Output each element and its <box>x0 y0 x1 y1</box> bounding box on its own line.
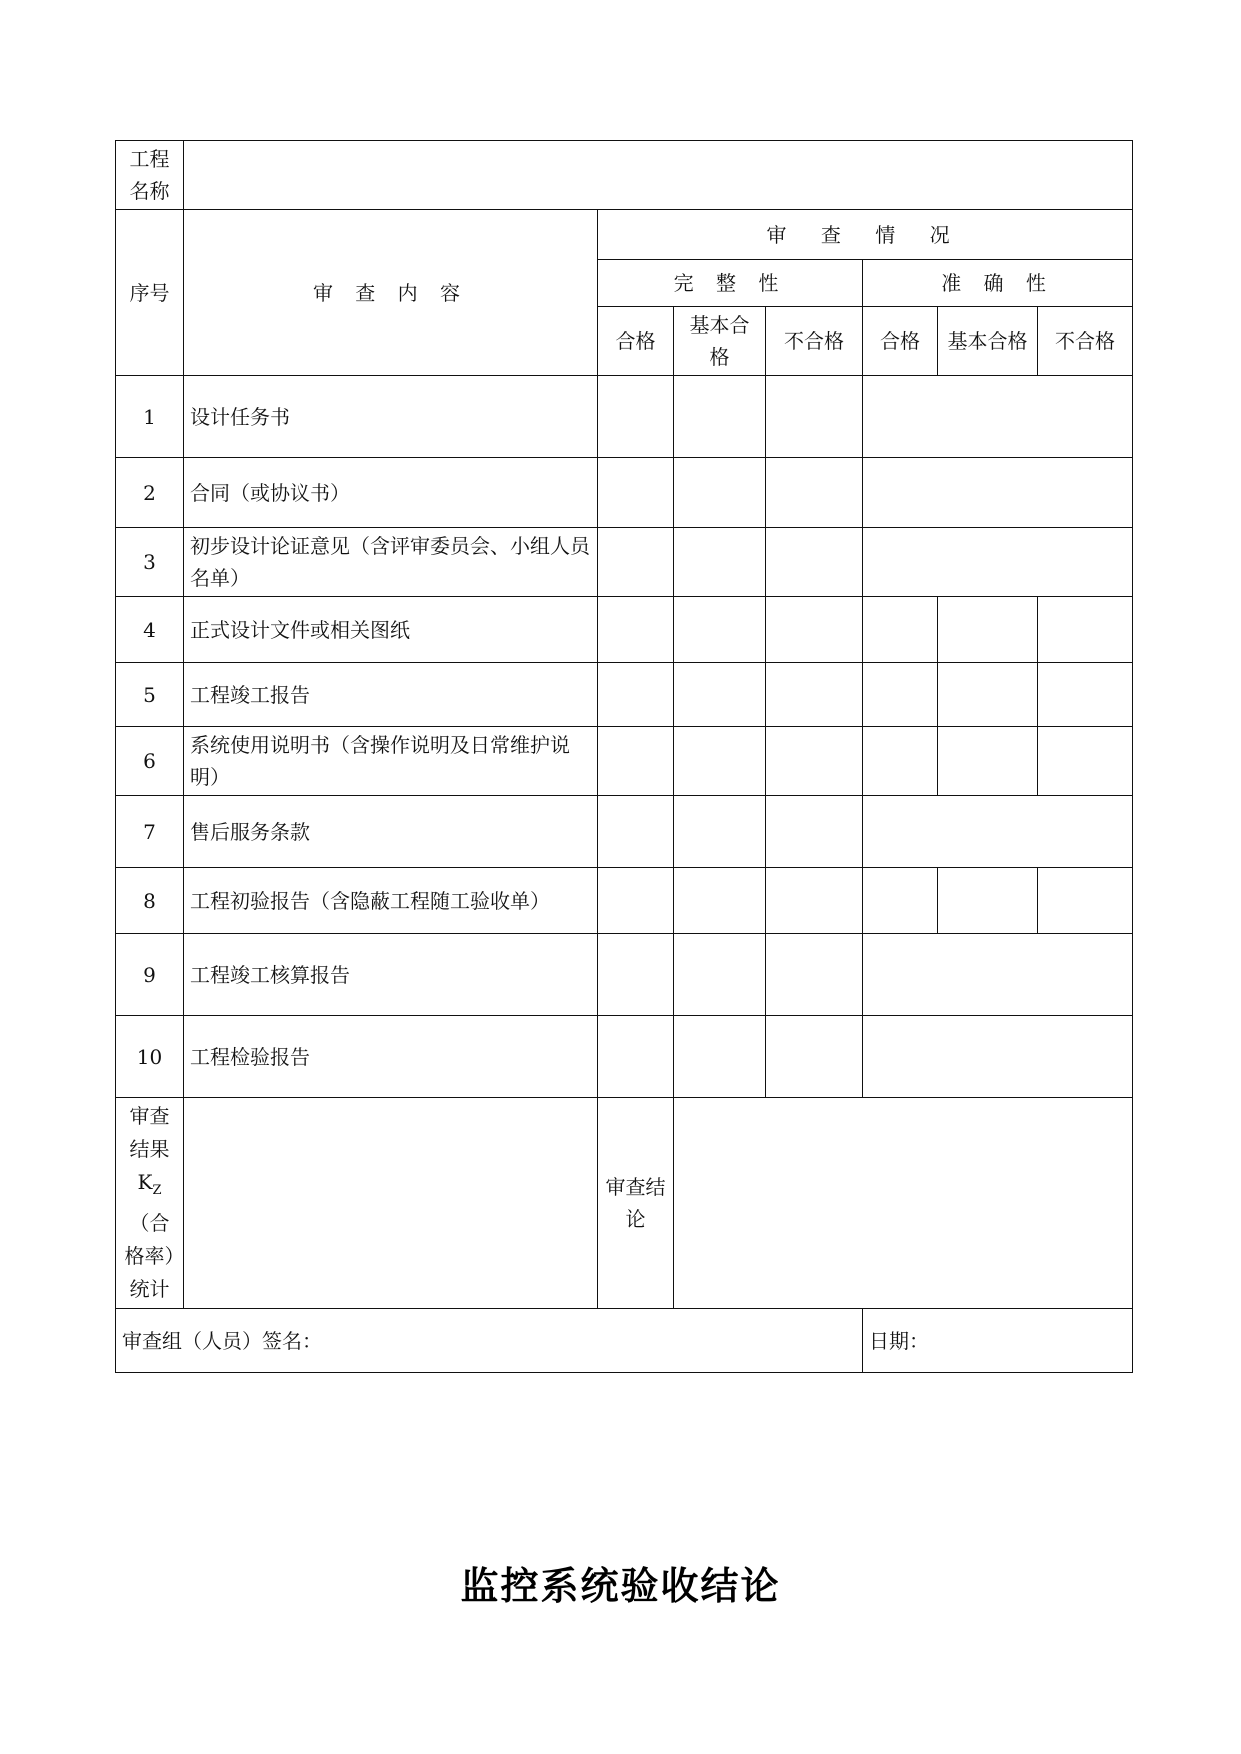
project-name-label-text: 工程名称 <box>129 147 170 203</box>
row-content <box>184 663 598 727</box>
accuracy-pass-cell[interactable] <box>863 868 938 934</box>
row-number <box>116 727 184 796</box>
row-number-text: 10 <box>136 1044 163 1069</box>
result-label-bottom: （合格率）统计 <box>124 1211 175 1301</box>
completeness-pass-cell[interactable] <box>598 528 674 597</box>
signature-row <box>116 1309 1133 1373</box>
row-content <box>184 727 598 796</box>
conclusion-label <box>598 1098 674 1309</box>
table-row <box>116 727 1133 796</box>
accuracy-merged-cell[interactable] <box>863 376 1133 458</box>
accuracy-fail-text: 不合格 <box>1055 329 1116 353</box>
row-number <box>116 597 184 663</box>
row-number-text: 9 <box>143 962 156 987</box>
completeness-fail-cell[interactable] <box>766 663 863 727</box>
result-label-subscript: Z <box>152 1183 162 1198</box>
conclusion-field[interactable] <box>674 1098 1133 1309</box>
accuracy-basic-pass-cell[interactable] <box>938 597 1038 663</box>
row-number-text: 3 <box>143 550 156 574</box>
completeness-basic-pass-cell[interactable] <box>674 934 766 1016</box>
row-number <box>116 458 184 528</box>
completeness-pass-cell[interactable] <box>598 458 674 528</box>
conclusion-label-text: 审查结论 <box>605 1175 666 1231</box>
accuracy-merged-cell[interactable] <box>863 458 1133 528</box>
accuracy-basic-pass-text: 基本合格 <box>947 329 1028 353</box>
table-row <box>116 458 1133 528</box>
content-header <box>184 210 598 376</box>
completeness-basic-pass-cell[interactable] <box>674 868 766 934</box>
result-row <box>116 1098 1133 1309</box>
row-content-text: 工程检验报告 <box>190 1044 310 1069</box>
row-content-text: 工程初验报告（含隐蔽工程随工验收单） <box>190 888 550 913</box>
accuracy-basic-pass-cell[interactable] <box>938 727 1038 796</box>
row-content-text: 正式设计文件或相关图纸 <box>190 617 410 642</box>
completeness-fail-cell[interactable] <box>766 727 863 796</box>
row-number-text: 7 <box>143 819 156 844</box>
row-content-text: 设计任务书 <box>190 404 290 429</box>
result-label <box>116 1098 184 1309</box>
row-number-text: 8 <box>143 888 156 913</box>
accuracy-merged-cell[interactable] <box>863 934 1133 1016</box>
result-value-field[interactable] <box>184 1098 598 1309</box>
completeness-basic-pass-header <box>674 307 766 376</box>
accuracy-fail-cell[interactable] <box>1038 727 1133 796</box>
completeness-fail-cell[interactable] <box>766 528 863 597</box>
completeness-basic-pass-cell[interactable] <box>674 727 766 796</box>
accuracy-pass-cell[interactable] <box>863 663 938 727</box>
project-name-row <box>116 141 1133 210</box>
seq-header <box>116 210 184 376</box>
completeness-basic-pass-cell[interactable] <box>674 1016 766 1098</box>
row-number-text: 6 <box>143 749 156 773</box>
completeness-fail-text: 不合格 <box>784 329 844 353</box>
row-content <box>184 868 598 934</box>
header-row-1 <box>116 210 1133 260</box>
accuracy-basic-pass-header <box>938 307 1038 376</box>
completeness-basic-pass-cell[interactable] <box>674 528 766 597</box>
table-row <box>116 663 1133 727</box>
completeness-basic-pass-cell[interactable] <box>674 376 766 458</box>
row-content-text: 系统使用说明书（含操作说明及日常维护说明） <box>190 733 570 789</box>
completeness-basic-pass-cell[interactable] <box>674 796 766 868</box>
row-content-text: 初步设计论证意见（含评审委员会、小组人员名单） <box>190 534 590 590</box>
completeness-pass-header <box>598 307 674 376</box>
row-content-text: 合同（或协议书） <box>190 480 350 505</box>
completeness-basic-pass-text: 基本合格 <box>689 313 750 369</box>
completeness-fail-cell[interactable] <box>766 458 863 528</box>
page-title: 监控系统验收结论 <box>460 1564 781 1608</box>
completeness-fail-cell[interactable] <box>766 597 863 663</box>
completeness-pass-cell[interactable] <box>598 868 674 934</box>
accuracy-merged-cell[interactable] <box>863 796 1133 868</box>
seq-header-text: 序号 <box>129 280 170 305</box>
date-label: 日期： <box>869 1328 929 1353</box>
row-number-text: 2 <box>143 480 156 505</box>
completeness-pass-cell[interactable] <box>598 1016 674 1098</box>
row-number <box>116 528 184 597</box>
accuracy-header <box>863 260 1133 307</box>
completeness-pass-cell[interactable] <box>598 934 674 1016</box>
table-row <box>116 796 1133 868</box>
row-content <box>184 597 598 663</box>
completeness-pass-cell[interactable] <box>598 796 674 868</box>
completeness-basic-pass-cell[interactable] <box>674 663 766 727</box>
completeness-pass-cell[interactable] <box>598 727 674 796</box>
completeness-basic-pass-cell[interactable] <box>674 458 766 528</box>
completeness-fail-cell[interactable] <box>766 1016 863 1098</box>
row-number-text: 4 <box>143 617 156 642</box>
project-name-label <box>116 141 184 210</box>
row-number <box>116 1016 184 1098</box>
completeness-fail-cell[interactable] <box>766 376 863 458</box>
signature-label: 审查组（人员）签名： <box>122 1328 322 1353</box>
review-status-header <box>598 210 1133 260</box>
row-number-text: 5 <box>143 682 156 707</box>
result-label-top: 审查结果K <box>129 1104 170 1194</box>
accuracy-header-text: 准 确 性 <box>941 271 1054 295</box>
accuracy-fail-cell[interactable] <box>1038 663 1133 727</box>
row-content <box>184 528 598 597</box>
completeness-fail-cell[interactable] <box>766 934 863 1016</box>
row-content-text: 工程竣工核算报告 <box>190 962 350 987</box>
accuracy-fail-cell[interactable] <box>1038 868 1133 934</box>
completeness-header-text: 完 整 性 <box>673 271 787 295</box>
table-row <box>116 868 1133 934</box>
signature-field[interactable] <box>116 1309 863 1373</box>
accuracy-pass-header <box>863 307 938 376</box>
completeness-pass-cell[interactable] <box>598 663 674 727</box>
project-name-field[interactable] <box>184 141 1133 210</box>
accuracy-fail-cell[interactable] <box>1038 597 1133 663</box>
row-content <box>184 458 598 528</box>
row-content <box>184 796 598 868</box>
row-number <box>116 376 184 458</box>
row-content <box>184 1016 598 1098</box>
completeness-pass-cell[interactable] <box>598 376 674 458</box>
row-number <box>116 934 184 1016</box>
content-header-text: 审 查 内 容 <box>312 280 469 305</box>
completeness-fail-cell[interactable] <box>766 868 863 934</box>
completeness-fail-header <box>766 307 863 376</box>
row-content-text: 售后服务条款 <box>190 819 310 844</box>
row-number <box>116 663 184 727</box>
row-content <box>184 376 598 458</box>
accuracy-merged-cell[interactable] <box>863 1016 1133 1098</box>
completeness-pass-text: 合格 <box>615 329 656 353</box>
row-number <box>116 796 184 868</box>
completeness-basic-pass-cell[interactable] <box>674 597 766 663</box>
accuracy-pass-cell[interactable] <box>863 597 938 663</box>
table-row <box>116 528 1133 597</box>
accuracy-pass-text: 合格 <box>880 329 920 353</box>
row-number <box>116 868 184 934</box>
date-field[interactable] <box>863 1309 1133 1373</box>
table-row <box>116 934 1133 1016</box>
completeness-fail-cell[interactable] <box>766 796 863 868</box>
row-content <box>184 934 598 1016</box>
table-row <box>116 376 1133 458</box>
table-row <box>116 1016 1133 1098</box>
accuracy-merged-cell[interactable] <box>863 528 1133 597</box>
review-status-header-text: 审 查 情 况 <box>766 222 964 247</box>
accuracy-pass-cell[interactable] <box>863 727 938 796</box>
row-content-text: 工程竣工报告 <box>190 682 310 707</box>
completeness-pass-cell[interactable] <box>598 597 674 663</box>
acceptance-review-table <box>115 140 1133 1373</box>
accuracy-basic-pass-cell[interactable] <box>938 663 1038 727</box>
accuracy-fail-header <box>1038 307 1133 376</box>
accuracy-basic-pass-cell[interactable] <box>938 868 1038 934</box>
row-number-text: 1 <box>143 404 156 429</box>
completeness-header <box>598 260 863 307</box>
table-row <box>116 597 1133 663</box>
